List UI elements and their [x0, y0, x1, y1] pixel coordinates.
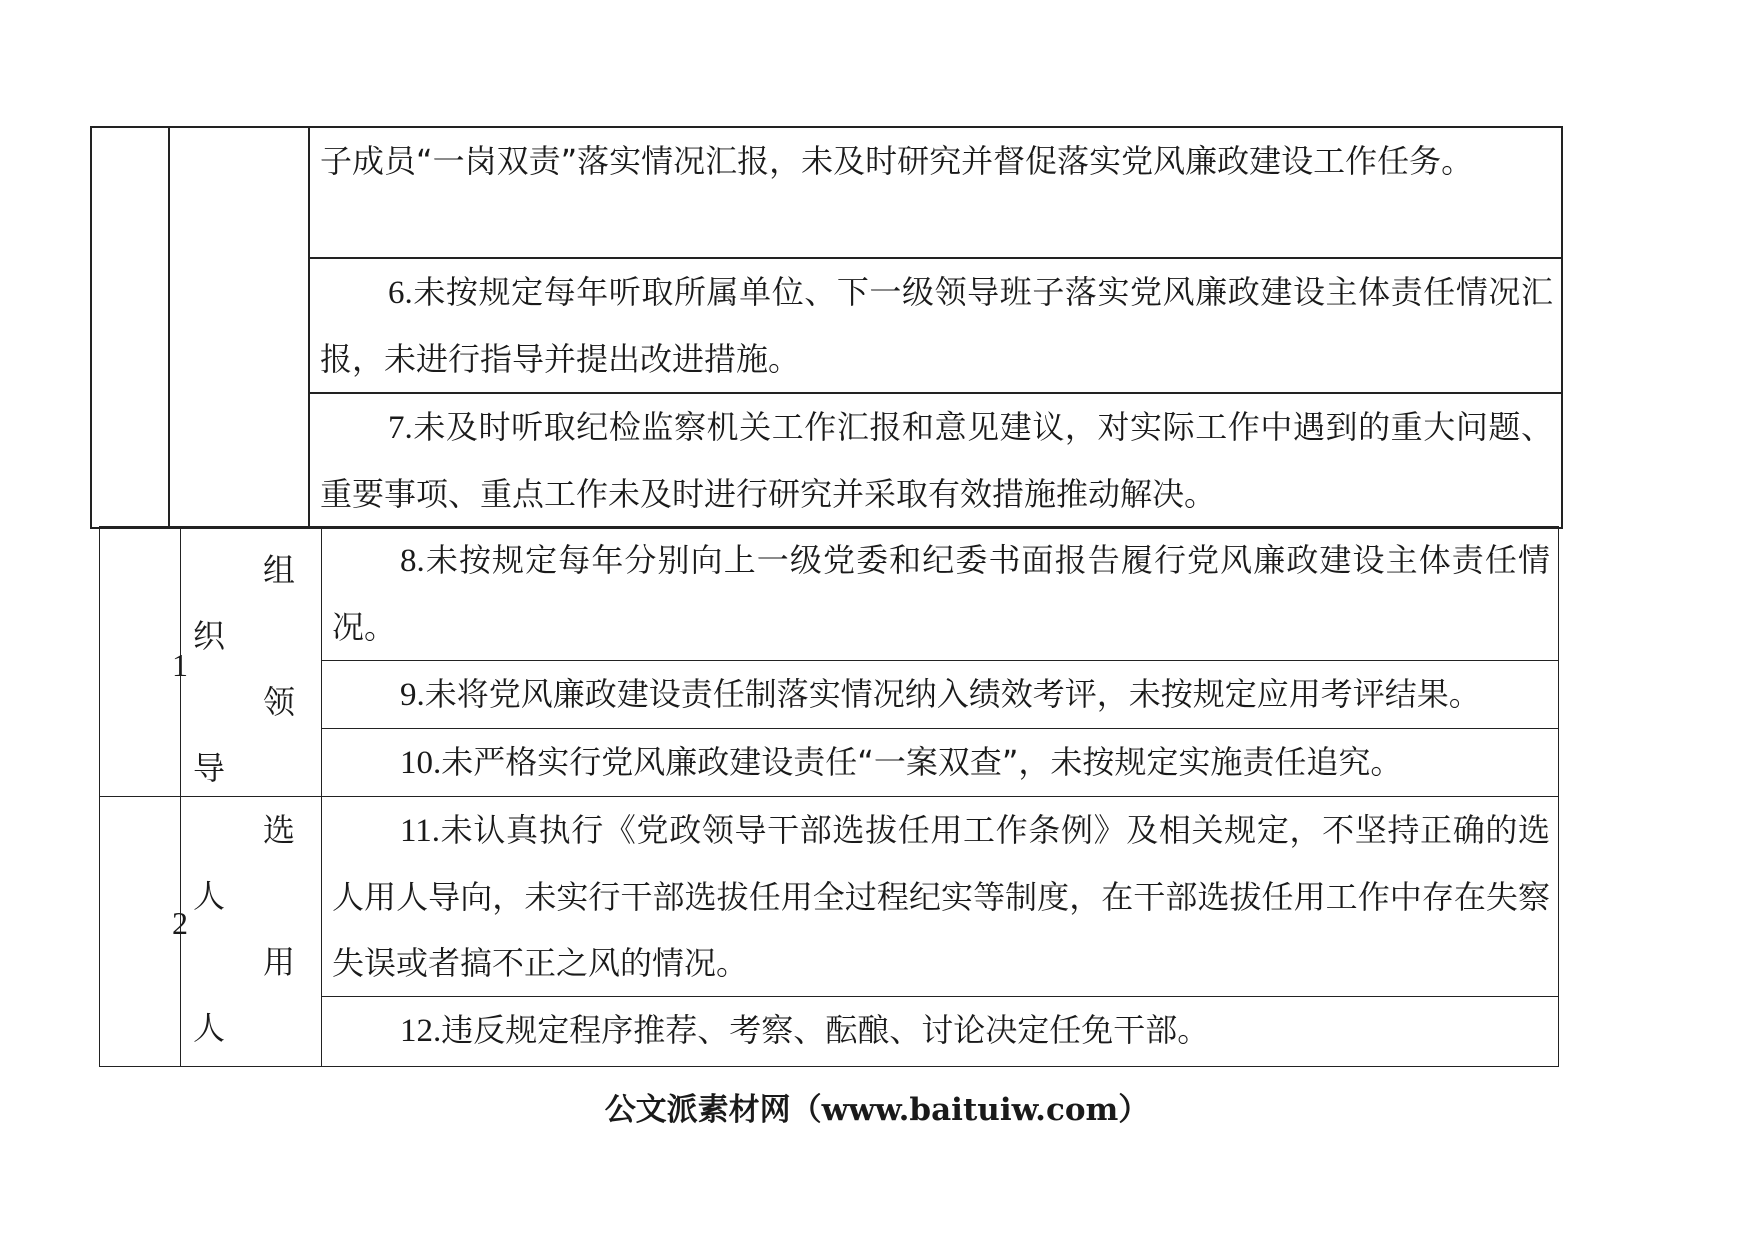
category-cell: [169, 127, 309, 528]
category-char: 用: [263, 943, 296, 981]
category-char: 选: [263, 811, 296, 849]
item-text: 子成员“一岗双责”落实情况汇报，未及时研究并督促落实党风廉政建设工作任务。: [320, 142, 1474, 180]
category-char: 导: [193, 749, 226, 787]
category-char: 组: [263, 551, 296, 589]
table-row: [91, 258, 1562, 393]
item-cell: [322, 729, 1559, 797]
group-number-cell: [100, 527, 188, 797]
item-text: 6.未按规定每年听取所属单位、下一级领导班子落实党风廉政建设主体责任情况汇报，未进行指导并提出改进措施。: [320, 273, 1553, 378]
continuation-table: [90, 126, 1563, 529]
item-cell: [322, 997, 1559, 1067]
group-number: 2: [172, 905, 188, 941]
group-number-cell: [100, 797, 188, 1067]
page-footer: 公文派素材网（www.baituiw.com）: [604, 1092, 1150, 1128]
category-cell: [181, 797, 322, 1067]
category-char: 人: [193, 877, 226, 915]
item-text: 8.未按规定每年分别向上一级党委和纪委书面报告履行党风廉政建设主体责任情况。: [332, 541, 1550, 646]
group-number: 1: [172, 647, 188, 683]
item-cell: [322, 527, 1559, 661]
table-row: [100, 797, 1559, 997]
item-cell: [322, 661, 1559, 729]
item-cell: [309, 258, 1562, 393]
number-cell: [91, 127, 169, 528]
item-text: 7.未及时听取纪检监察机关工作汇报和意见建议，对实际工作中遇到的重大问题、重要事项、重点工作未及时进行研究并采取有效措施推动解决。: [320, 408, 1553, 513]
item-cell: [322, 797, 1559, 997]
category-cell: [181, 527, 322, 797]
item-text: 10.未严格实行党风廉政建设责任“一案双查”，未按规定实施责任追究。: [400, 743, 1403, 781]
item-cell: [309, 393, 1562, 528]
category-char: 织: [193, 617, 226, 655]
table-row: [91, 393, 1562, 528]
table-row: [100, 527, 1559, 661]
category-char: 人: [193, 1009, 226, 1047]
item-text: 12.违反规定程序推荐、考察、酝酿、讨论决定任免干部。: [400, 1011, 1210, 1049]
table-row: [91, 127, 1562, 258]
category-char: 领: [263, 683, 296, 721]
item-cell: [309, 127, 1562, 258]
responsibility-table: [99, 526, 1559, 1067]
item-text: 11.未认真执行《党政领导干部选拔任用工作条例》及相关规定，不坚持正确的选人用人导向，未实行干部选拔任用全过程纪实等制度，在干部选拔任用工作中存在失察失误或者搞不正之风的情况。: [332, 811, 1550, 982]
item-text: 9.未将党风廉政建设责任制落实情况纳入绩效考评，未按规定应用考评结果。: [400, 675, 1481, 713]
